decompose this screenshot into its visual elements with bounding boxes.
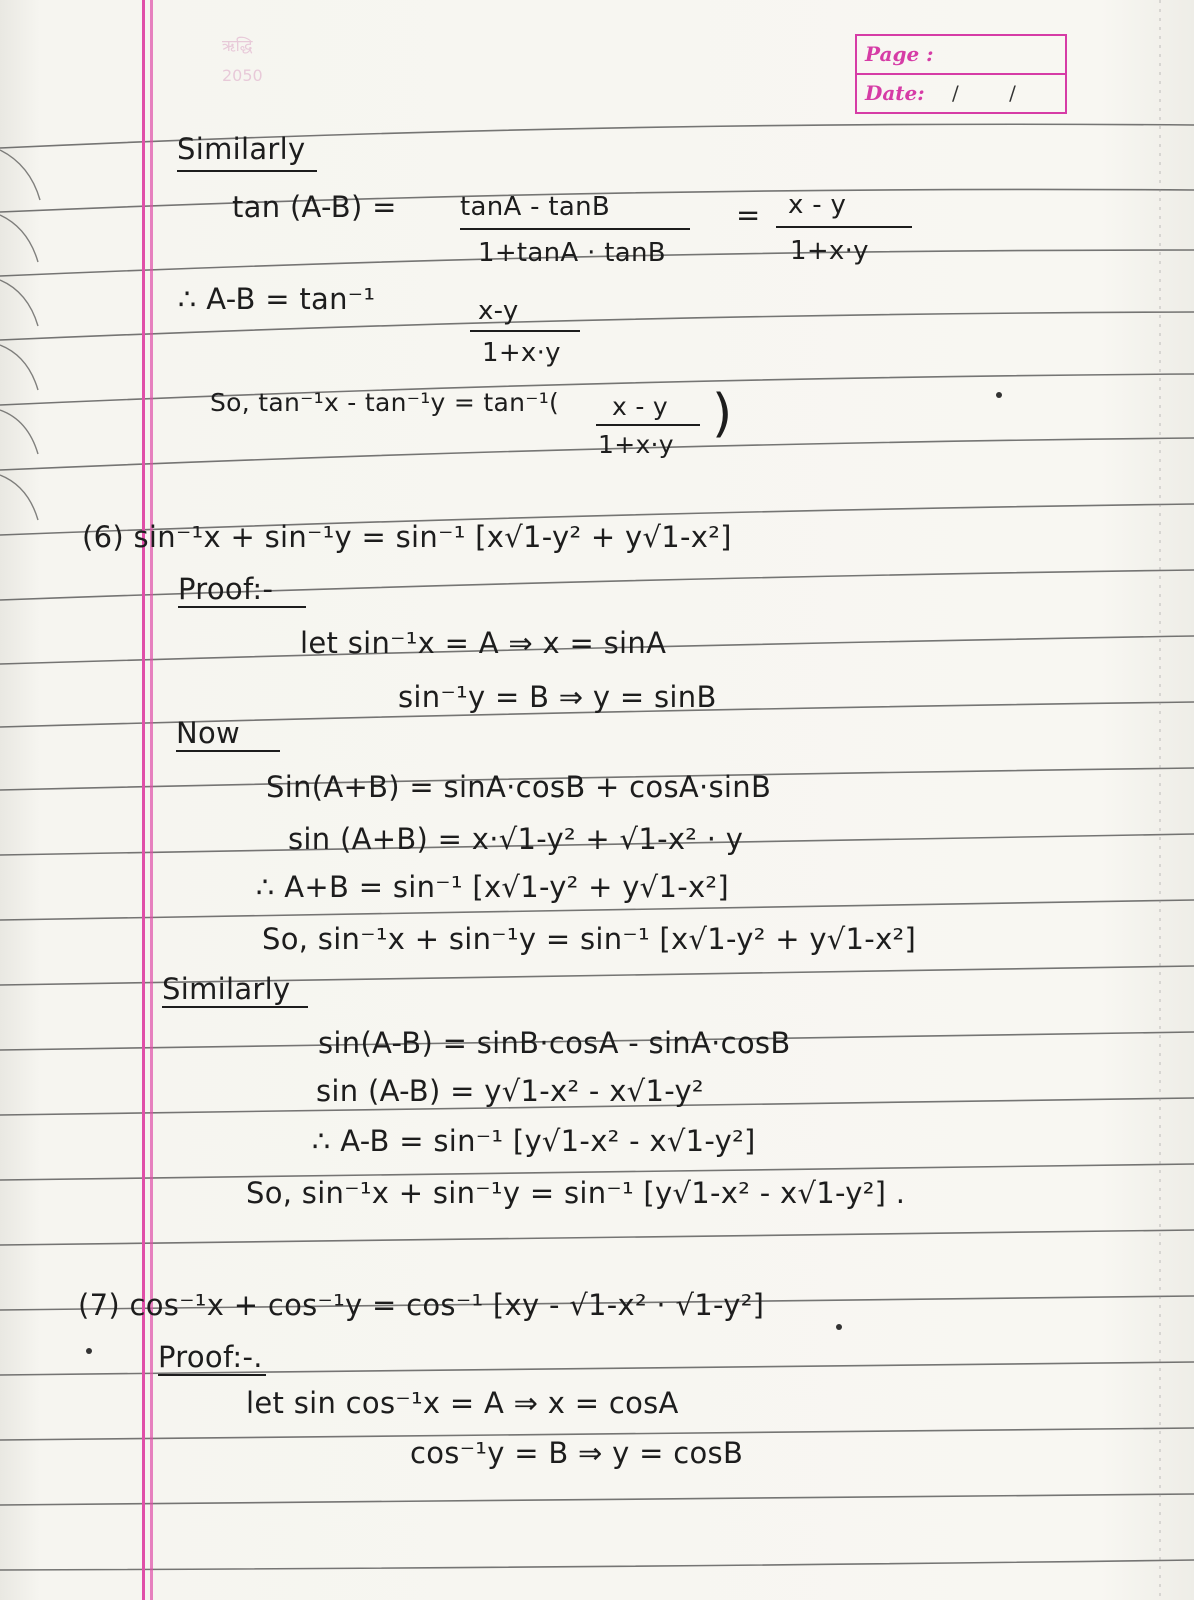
stray-dot-2 xyxy=(86,1348,92,1354)
date-label: Date: xyxy=(865,81,925,105)
underline-proof-6 xyxy=(178,606,306,608)
margin-line-outer xyxy=(142,0,145,1600)
tan-ab-denominator: 1+x·y xyxy=(482,338,561,368)
item-7-statement: (7) cos⁻¹x + cos⁻¹y = cos⁻¹ [xy - √1-x² · √1-y²] xyxy=(78,1288,765,1322)
let-6b: sin⁻¹y = B ⇒ y = sinB xyxy=(398,680,717,714)
tan-diff-denominator-2: 1+x·y xyxy=(790,236,869,266)
so-tan-denominator: 1+x·y xyxy=(598,430,674,459)
tan-diff-denominator: 1+tanA · tanB xyxy=(478,238,666,268)
tan-diff-fraction-bar-2 xyxy=(776,226,912,228)
sin-sum-line-3: ∴ A+B = sin⁻¹ [x√1-y² + y√1-x²] xyxy=(256,870,729,904)
tan-ab-fraction-bar xyxy=(470,330,580,332)
date-value: / / xyxy=(952,81,1016,105)
proof-7-heading: Proof:-. xyxy=(158,1340,263,1374)
date-field xyxy=(857,73,1065,112)
sin-sum-line-1: Sin(A+B) = sinA·cosB + cosA·sinB xyxy=(266,770,772,804)
sin-diff-line-3: ∴ A-B = sin⁻¹ [y√1-x² - x√1-y²] xyxy=(312,1124,756,1158)
let-7b: cos⁻¹y = B ⇒ y = cosB xyxy=(410,1436,744,1470)
proof-6-heading: Proof:- xyxy=(178,572,274,606)
tan-ab-numerator: x-y xyxy=(478,296,519,326)
so-tan-lhs: So, tan⁻¹x - tan⁻¹y = tan⁻¹( xyxy=(210,388,560,417)
let-7a: let sin cos⁻¹x = A ⇒ x = cosA xyxy=(246,1386,679,1420)
underline-now xyxy=(176,750,280,752)
stray-dot-3 xyxy=(836,1324,842,1330)
underline-similarly-1 xyxy=(177,170,317,172)
tan-ab-lhs: ∴ A-B = tan⁻¹ xyxy=(178,282,376,316)
tan-diff-numerator-2: x - y xyxy=(788,190,847,220)
margin-line-inner xyxy=(150,0,153,1600)
tan-diff-fraction-bar xyxy=(460,228,690,230)
heading-similarly-2: Similarly xyxy=(162,972,291,1006)
underline-similarly-2 xyxy=(162,1006,308,1008)
page-date-stamp xyxy=(855,34,1067,114)
page-field xyxy=(857,36,1065,73)
sin-sum-line-2: sin (A+B) = x·√1-y² + √1-x² · y xyxy=(288,822,744,856)
tan-diff-equals: = xyxy=(736,198,761,232)
so-tan-fraction-bar xyxy=(596,424,700,426)
stray-dot-1 xyxy=(996,392,1002,398)
sin-diff-line-1: sin(A-B) = sinB·cosA - sinA·cosB xyxy=(318,1026,791,1060)
so-tan-numerator: x - y xyxy=(612,392,669,421)
now-heading: Now xyxy=(176,716,241,750)
underline-proof-7 xyxy=(158,1374,266,1376)
page-label: Page : xyxy=(865,42,934,66)
tan-diff-lhs: tan (A-B) = xyxy=(232,190,397,224)
sin-sum-line-4: So, sin⁻¹x + sin⁻¹y = sin⁻¹ [x√1-y² + y√1-x²] xyxy=(262,922,917,956)
sin-diff-line-2: sin (A-B) = y√1-x² - x√1-y² xyxy=(316,1074,704,1108)
faint-brand-bottom: 2050 xyxy=(222,66,263,85)
heading-similarly-1: Similarly xyxy=(177,132,306,166)
tan-diff-numerator: tanA - tanB xyxy=(460,192,611,222)
so-tan-close-paren: ) xyxy=(712,384,733,444)
let-6a: let sin⁻¹x = A ⇒ x = sinA xyxy=(300,626,667,660)
sin-diff-line-4: So, sin⁻¹x + sin⁻¹y = sin⁻¹ [y√1-x² - x√1-y²] . xyxy=(246,1176,906,1210)
item-6-statement: (6) sin⁻¹x + sin⁻¹y = sin⁻¹ [x√1-y² + y√1-x²] xyxy=(82,520,732,554)
faint-brand-top: ऋद्धि xyxy=(222,36,253,55)
